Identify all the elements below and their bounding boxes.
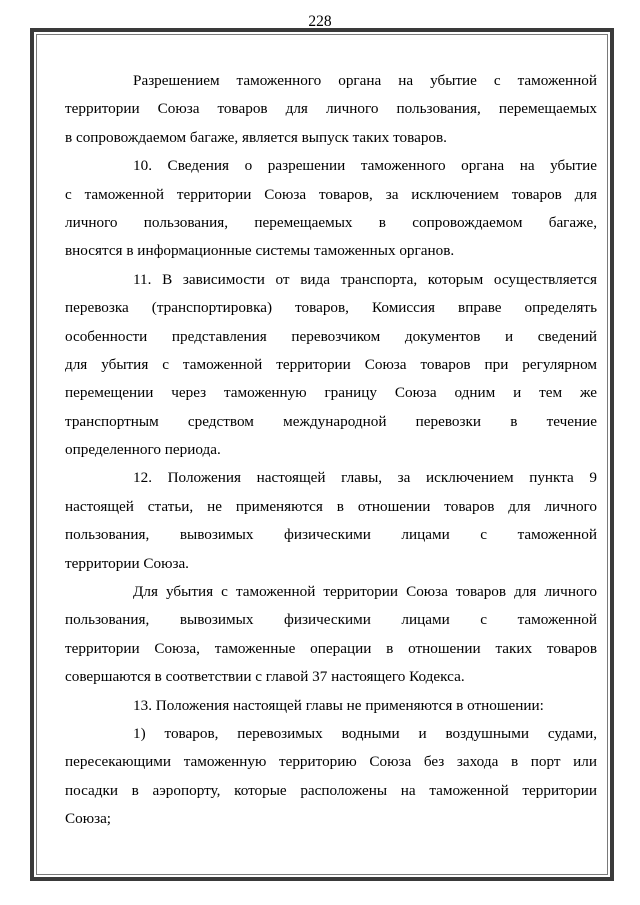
page-number: 228	[308, 13, 332, 30]
text-line: транспортным средством международной перевозки в течение	[65, 412, 597, 430]
text-line: территории Союза товаров для личного пользования, перемещаемых	[65, 100, 597, 118]
text-line: перевозка (транспортировка) товаров, Комиссия вправе определять	[65, 299, 597, 317]
text-line: 12. Положения настоящей главы, за исключением пункта 9	[133, 469, 597, 487]
text-line: 11. В зависимости от вида транспорта, которым осуществляется	[133, 270, 597, 288]
text-line: Союза;	[65, 810, 112, 828]
text-line: перемещении через таможенную границу Союза одним и тем же	[65, 384, 597, 402]
text-line: Разрешением таможенного органа на убытие с таможенной	[133, 72, 597, 89]
paragraph	[65, 464, 597, 578]
text-line: определенного периода.	[65, 441, 221, 459]
text-line: в сопровождаемом багаже, является выпуск таких товаров.	[65, 128, 447, 146]
text-line: территории Союза, таможенные операции в отношении таких товаров	[65, 639, 597, 657]
document-body	[65, 67, 597, 834]
text-line: территории Союза.	[65, 554, 189, 572]
text-line: посадки в аэропорту, которые расположены на таможенной территории	[65, 781, 597, 799]
paragraph	[65, 720, 597, 834]
text-line: совершаются в соответствии с главой 37 настоящего Кодекса.	[65, 668, 465, 686]
text-line: вносятся в информационные системы таможенных органов.	[65, 242, 455, 260]
text-line: особенности представления перевозчиком документов и сведений	[65, 327, 597, 345]
paragraph	[65, 266, 597, 465]
text-line: пользования, вывозимых физическими лицами с таможенной	[65, 526, 597, 544]
text-line: пересекающими таможенную территорию Союза без захода в порт или	[65, 753, 597, 771]
text-line: настоящей статьи, не применяются в отношении товаров для личного	[65, 497, 597, 515]
text-line: 10. Сведения о разрешении таможенного органа на убытие	[133, 157, 597, 175]
paragraph	[65, 152, 597, 266]
text-line: 13. Положения настоящей главы не применяются в отношении:	[133, 696, 544, 714]
text-line: пользования, вывозимых физическими лицами с таможенной	[65, 611, 597, 629]
paragraph	[65, 67, 597, 152]
text-line: личного пользования, перемещаемых в сопровождаемом багаже,	[65, 213, 597, 231]
paragraph	[65, 692, 597, 720]
text-line: 1) товаров, перевозимых водными и воздушными судами,	[133, 724, 597, 742]
paragraph	[65, 578, 597, 692]
text-line: для убытия с таможенной территории Союза товаров при регулярном	[65, 355, 597, 373]
text-line: с таможенной территории Союза товаров, за исключением товаров для	[65, 185, 597, 203]
text-line: Для убытия с таможенной территории Союза товаров для личного	[133, 583, 597, 601]
